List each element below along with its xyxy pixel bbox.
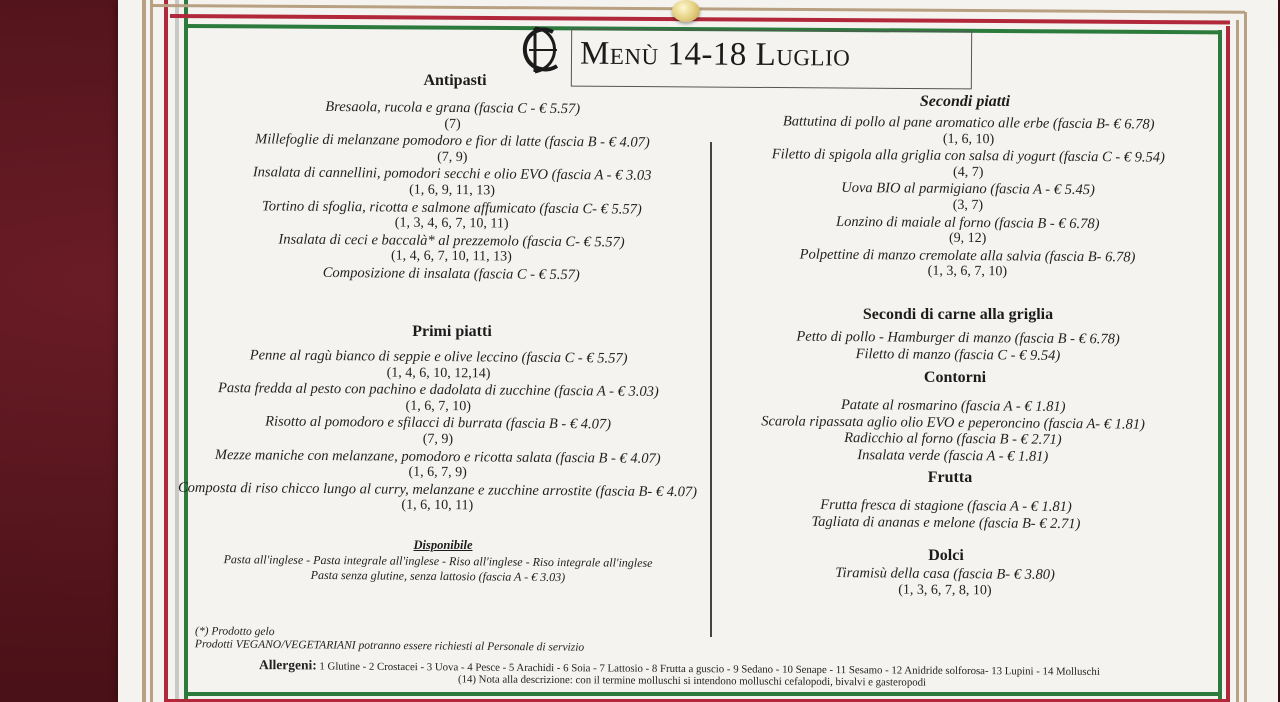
allergen-label: Allergeni: [258,657,317,673]
allergen-codes: (1, 6, 9, 11, 13) [409,182,495,199]
allergen-codes: (1, 3, 6, 7, 8, 10) [898,582,992,599]
disponibile-list [223,552,652,585]
menu-item: Frutta fresca di stagione (fascia A - € 1.81) [820,496,1072,516]
menu-item: Patate al rosmarino (fascia A - € 1.81) [840,397,1066,415]
section-title-secondi: Secondi piatti [919,93,1011,110]
allergen-codes: (7, 9) [422,431,454,448]
menu-item: Penne al ragù bianco di seppie e olive leccino (fascia C - € 5.57) [249,347,628,367]
allergen-codes: (1, 6, 7, 10) [405,398,471,415]
menu-item: Tagliata di ananas e melone (fascia B- € 2.71) [811,513,1081,532]
primi-list [178,347,698,517]
vegan-note: Prodotti VEGANO/VEGETARIANI potranno essere richiesti al Personale di servizio [194,638,585,654]
section-title-frutta: Frutta [927,469,973,486]
allergen-list: 1 Glutine - 2 Crostacei - 3 Uova - 4 Pesce - 5 Arachidi - 6 Soia - 7 Lattosio - 8 Frutta a guscio - 9 Sedano - 10 Senape - 11 Sesamo - 12 Anidride solforosa- 13 Lupini - 14 Molluschi [319,660,1100,678]
allergen-codes: (1, 6, 7, 9) [408,464,467,481]
section-title-disponibile: Disponibile [413,538,473,552]
menu-item: Composizione di insalata (fascia C - € 5.57) [322,264,580,284]
border-stripe-gold [1236,20,1239,702]
border-stripe-red [164,0,168,702]
menu-item: Radicchio al forno (fascia B - € 2.71) [844,430,1062,449]
menu-item: Pasta fredda al pesto con pachino e dadolata di zucchine (fascia A - € 3.03) [217,380,659,401]
allergen-codes: (1, 6, 10) [942,131,995,147]
menu-item: Tortino di sfoglia, ricotta e salmone affumicato (fascia C- € 5.57) [261,197,642,218]
allergen-codes: (1, 4, 6, 10, 12,14) [386,365,491,382]
allergen-codes: (1, 3, 4, 6, 7, 10, 11) [394,215,509,232]
title-box [571,29,972,90]
allergen-codes: (9, 12) [948,230,987,247]
menu-item: Composta di riso chicco lungo al curry, melanzane e zucchine arrostite (fascia B- € 4.07) [177,479,698,501]
menu-item: Pasta senza glutine, senza lattosio (fascia A - € 3.03) [310,567,566,584]
allergen-codes: (4, 7) [952,164,984,180]
menu-item: Pasta all'inglese - Pasta integrale all'inglese - Riso all'inglese - Riso integrale all'inglese [223,552,653,570]
section-title-antipasti: Antipasti [423,72,487,89]
menu-item: Insalata di ceci e baccalà* al prezzemolo (fascia C- € 5.57) [278,231,625,251]
allergen-codes: (3, 7) [952,197,984,214]
secondi-list [771,113,1166,282]
contorni-list [761,396,1145,466]
allergen-codes: (1, 4, 6, 7, 10, 11, 13) [390,248,512,265]
border-stripe-gold [1244,12,1247,702]
griglia-list [796,329,1120,365]
section-title-dolci: Dolci [928,547,964,564]
menu-item: Petto di pollo - Hamburger di manzo (fascia B - € 6.78) [796,328,1120,348]
menu-item: Uova BIO al parmigiano (fascia A - € 5.45) [841,180,1095,199]
menu-item: Filetto di manzo (fascia C - € 9.54) [855,345,1061,364]
antipasti-list [252,98,652,284]
menu-item: Bresaola, rucola e grana (fascia C - € 5.57) [325,98,581,118]
section-title-primi: Primi piatti [412,323,492,340]
footnotes [195,625,584,654]
allergen-codes: (7, 9) [437,149,468,165]
column-divider [710,142,712,637]
menu-item: Scarola ripassata aglio olio EVO e peperoncino (fascia A- € 1.81) [761,412,1145,433]
monogram-logo-icon [517,22,565,78]
menu-item: Risotto al pomodoro e sfilacci di burrata (fascia B - € 4.07) [265,413,612,433]
border-stripe-gold [150,0,153,702]
section-title-griglia: Secondi di carne alla griglia [862,306,1054,323]
menu-item: Battutina di pollo al pane aromatico alle erbe (fascia B- € 6.78) [782,113,1155,133]
border-stripe-green [184,692,1222,696]
border-stripe-red [1226,26,1230,702]
menu-item: Filetto di spigola alla griglia con salsa di yogurt (fascia C - € 9.54) [771,146,1165,166]
menu-item: Polpettine di manzo cremolate alla salvia (fascia B- 6.78) [799,246,1136,266]
section-title-contorni: Contorni [923,369,987,386]
allergen-codes: (1, 3, 6, 7, 10) [927,263,1008,280]
frozen-note: (*) Prodotto gelo [195,625,275,638]
allergen-codes: (1, 6, 10, 11) [401,498,474,514]
menu-item: Millefoglie di melanzane pomodoro e fior di latte (fascia B - € 4.07) [255,131,650,151]
border-stripe-green [1218,30,1222,702]
menu-item: Insalata verde (fascia A - € 1.81) [857,446,1049,465]
allergen-note: (14) Nota alla descrizione: con il termine molluschi si intendono molluschi cefalopodi, bivalvi e gasteropodi [457,673,927,689]
menu-item: Lonzino di maiale al forno (fascia B - € 6.78) [836,213,1100,232]
border-stripe-gold [142,0,146,702]
dolci-list [835,565,1055,600]
allergen-codes: (7) [444,116,461,132]
page-title: Menù 14-18 Luglio [579,35,851,74]
thumbtack-icon [672,0,700,22]
frutta-list [811,497,1080,533]
menu-item: Insalata di cannellini, pomodori secchi e olio EVO (fascia A - € 3.03 [252,164,652,185]
menu-item: Tiramisù della casa (fascia B- € 3.80) [835,565,1055,583]
menu-item: Mezze maniche con melanzane, pomodoro e ricotta salata (fascia B - € 4.07) [214,446,661,467]
